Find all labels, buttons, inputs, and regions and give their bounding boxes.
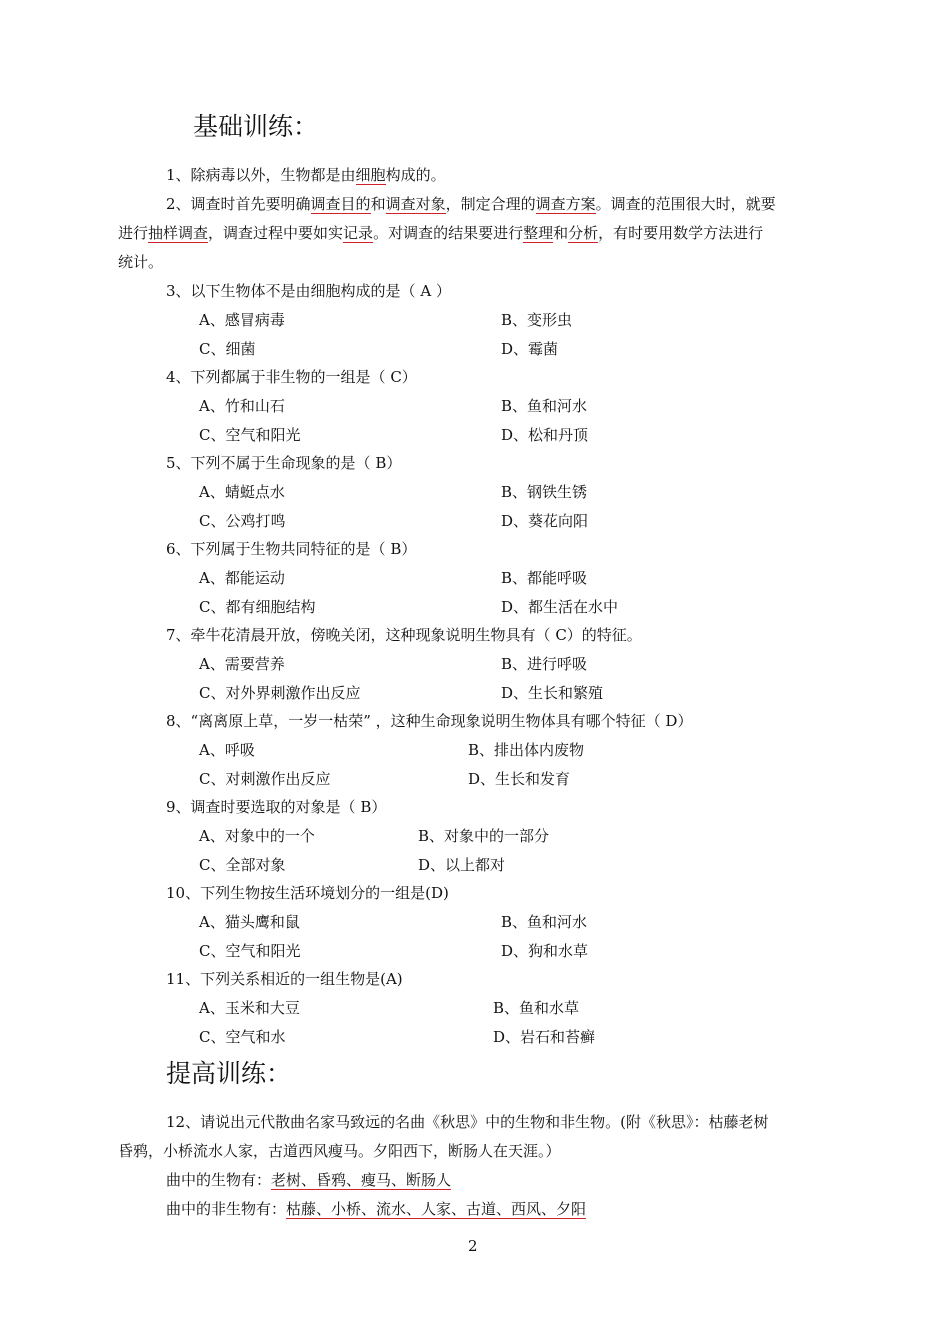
q5-option-b: B、钢铁生锈 [501, 483, 588, 501]
q12-biotic-line [166, 1169, 451, 1191]
question-2-line-3: 统计。 [118, 253, 164, 271]
q10-option-a: A、猫头鹰和鼠 [199, 913, 300, 931]
q10-option-b: B、鱼和河水 [501, 913, 588, 931]
question-11-stem: 11、下列关系相近的一组生物是(A) [166, 970, 403, 988]
q7-option-a: A、需要营养 [199, 655, 285, 673]
q3-option-c: C、细菌 [199, 340, 256, 358]
heading-basic-training: 基础训练： [193, 112, 319, 141]
q6-option-b: B、都能呼吸 [501, 569, 588, 587]
q8-option-a: A、呼吸 [199, 741, 255, 759]
q12-biotic-label: 曲中的生物有： [166, 1171, 272, 1189]
q12-abiotic-answer: 枯藤、小桥、流水、人家、古道、西风、夕阳 [286, 1200, 587, 1218]
q2-answer-5: 记录 [343, 224, 374, 242]
q3-option-d: D、霉菌 [501, 340, 559, 358]
q6-option-c: C、都有细胞结构 [199, 598, 316, 616]
q11-option-c: C、空气和水 [199, 1028, 286, 1046]
question-1 [166, 164, 446, 186]
q2-answer-2: 调查对象 [385, 195, 446, 213]
question-4-stem: 4、下列都属于非生物的一组是（ C） [166, 368, 417, 386]
question-12-line-2: 昏鸦，小桥流水人家，古道西风瘦马。夕阳西下，断肠人在天涯。） [118, 1142, 561, 1160]
q8-option-b: B、排出体内废物 [468, 741, 585, 759]
question-2-line-1 [166, 193, 776, 215]
question-8-stem: 8、“离离原上草，一岁一枯荣” ，这种生命现象说明生物体具有哪个特征（ D） [166, 712, 693, 730]
q11-option-d: D、岩石和苔癣 [493, 1028, 596, 1046]
q2-text: ，有时要用数学方法进行 [598, 224, 764, 242]
q4-option-c: C、空气和阳光 [199, 426, 301, 444]
q11-option-b: B、鱼和水草 [493, 999, 580, 1017]
q4-option-a: A、竹和山石 [199, 397, 285, 415]
question-2-line-2 [118, 222, 763, 244]
question-12-line-1: 12、请说出元代散曲名家马致远的名曲《秋思》中的生物和非生物。(附《秋思》：枯藤老树 [166, 1113, 769, 1131]
q7-option-c: C、对外界刺激作出反应 [199, 684, 361, 702]
q9-option-d: D、以上都对 [418, 856, 506, 874]
q1-text-end: 构成的。 [385, 166, 446, 184]
q12-abiotic-line [166, 1198, 586, 1220]
q6-option-d: D、都生活在水中 [501, 598, 619, 616]
q5-option-c: C、公鸡打鸣 [199, 512, 286, 530]
q2-text: 。调查的范围很大时，就要 [595, 195, 776, 213]
q3-option-b: B、变形虫 [501, 311, 573, 329]
page-number: 2 [468, 1237, 478, 1255]
q10-option-c: C、空气和阳光 [199, 942, 301, 960]
q2-answer-7: 分析 [568, 224, 599, 242]
q4-option-b: B、鱼和河水 [501, 397, 588, 415]
q9-option-c: C、全部对象 [199, 856, 286, 874]
q5-option-d: D、葵花向阳 [501, 512, 589, 530]
q12-abiotic-label: 曲中的非生物有： [166, 1200, 287, 1218]
q2-text: ，调查过程中要如实 [208, 224, 344, 242]
q1-answer: 细胞 [355, 166, 386, 184]
q3-option-a: A、感冒病毒 [199, 311, 285, 329]
question-9-stem: 9、调查时要选取的对象是（ B） [166, 798, 387, 816]
question-10-stem: 10、下列生物按生活环境划分的一组是(D) [166, 884, 449, 902]
q2-text: 和 [553, 224, 569, 242]
q9-option-b: B、对象中的一部分 [418, 827, 550, 845]
q1-text: 1、除病毒以外，生物都是由 [166, 166, 356, 184]
q8-option-d: D、生长和发育 [468, 770, 571, 788]
q2-text: 2、调查时首先要明确 [166, 195, 311, 213]
q2-answer-4: 抽样调查 [148, 224, 209, 242]
q2-text: ，制定合理的 [445, 195, 536, 213]
q2-text: 和 [370, 195, 386, 213]
q2-answer-3: 调查方案 [535, 195, 596, 213]
question-7-stem: 7、牵牛花清晨开放，傍晚关闭，这种现象说明生物具有（ C）的特征。 [166, 626, 642, 644]
q6-option-a: A、都能运动 [199, 569, 285, 587]
question-5-stem: 5、下列不属于生命现象的是（ B） [166, 454, 402, 472]
question-6-stem: 6、下列属于生物共同特征的是（ B） [166, 540, 417, 558]
q4-option-d: D、松和丹顶 [501, 426, 589, 444]
q9-option-a: A、对象中的一个 [199, 827, 315, 845]
heading-advanced-training: 提高训练： [166, 1059, 292, 1088]
q7-option-b: B、进行呼吸 [501, 655, 588, 673]
q5-option-a: A、蜻蜓点水 [199, 483, 285, 501]
q11-option-a: A、玉米和大豆 [199, 999, 300, 1017]
question-3-stem: 3、以下生物体不是由细胞构成的是（ A ） [166, 282, 451, 300]
q2-text: 。对调查的结果要进行 [373, 224, 524, 242]
q2-text: 进行 [118, 224, 149, 242]
q7-option-d: D、生长和繁殖 [501, 684, 604, 702]
q8-option-c: C、对刺激作出反应 [199, 770, 331, 788]
q10-option-d: D、狗和水草 [501, 942, 589, 960]
q2-answer-6: 整理 [523, 224, 554, 242]
q2-answer-1: 调查目的 [310, 195, 371, 213]
q12-biotic-answer: 老树、昏鸦、瘦马、断肠人 [271, 1171, 452, 1189]
